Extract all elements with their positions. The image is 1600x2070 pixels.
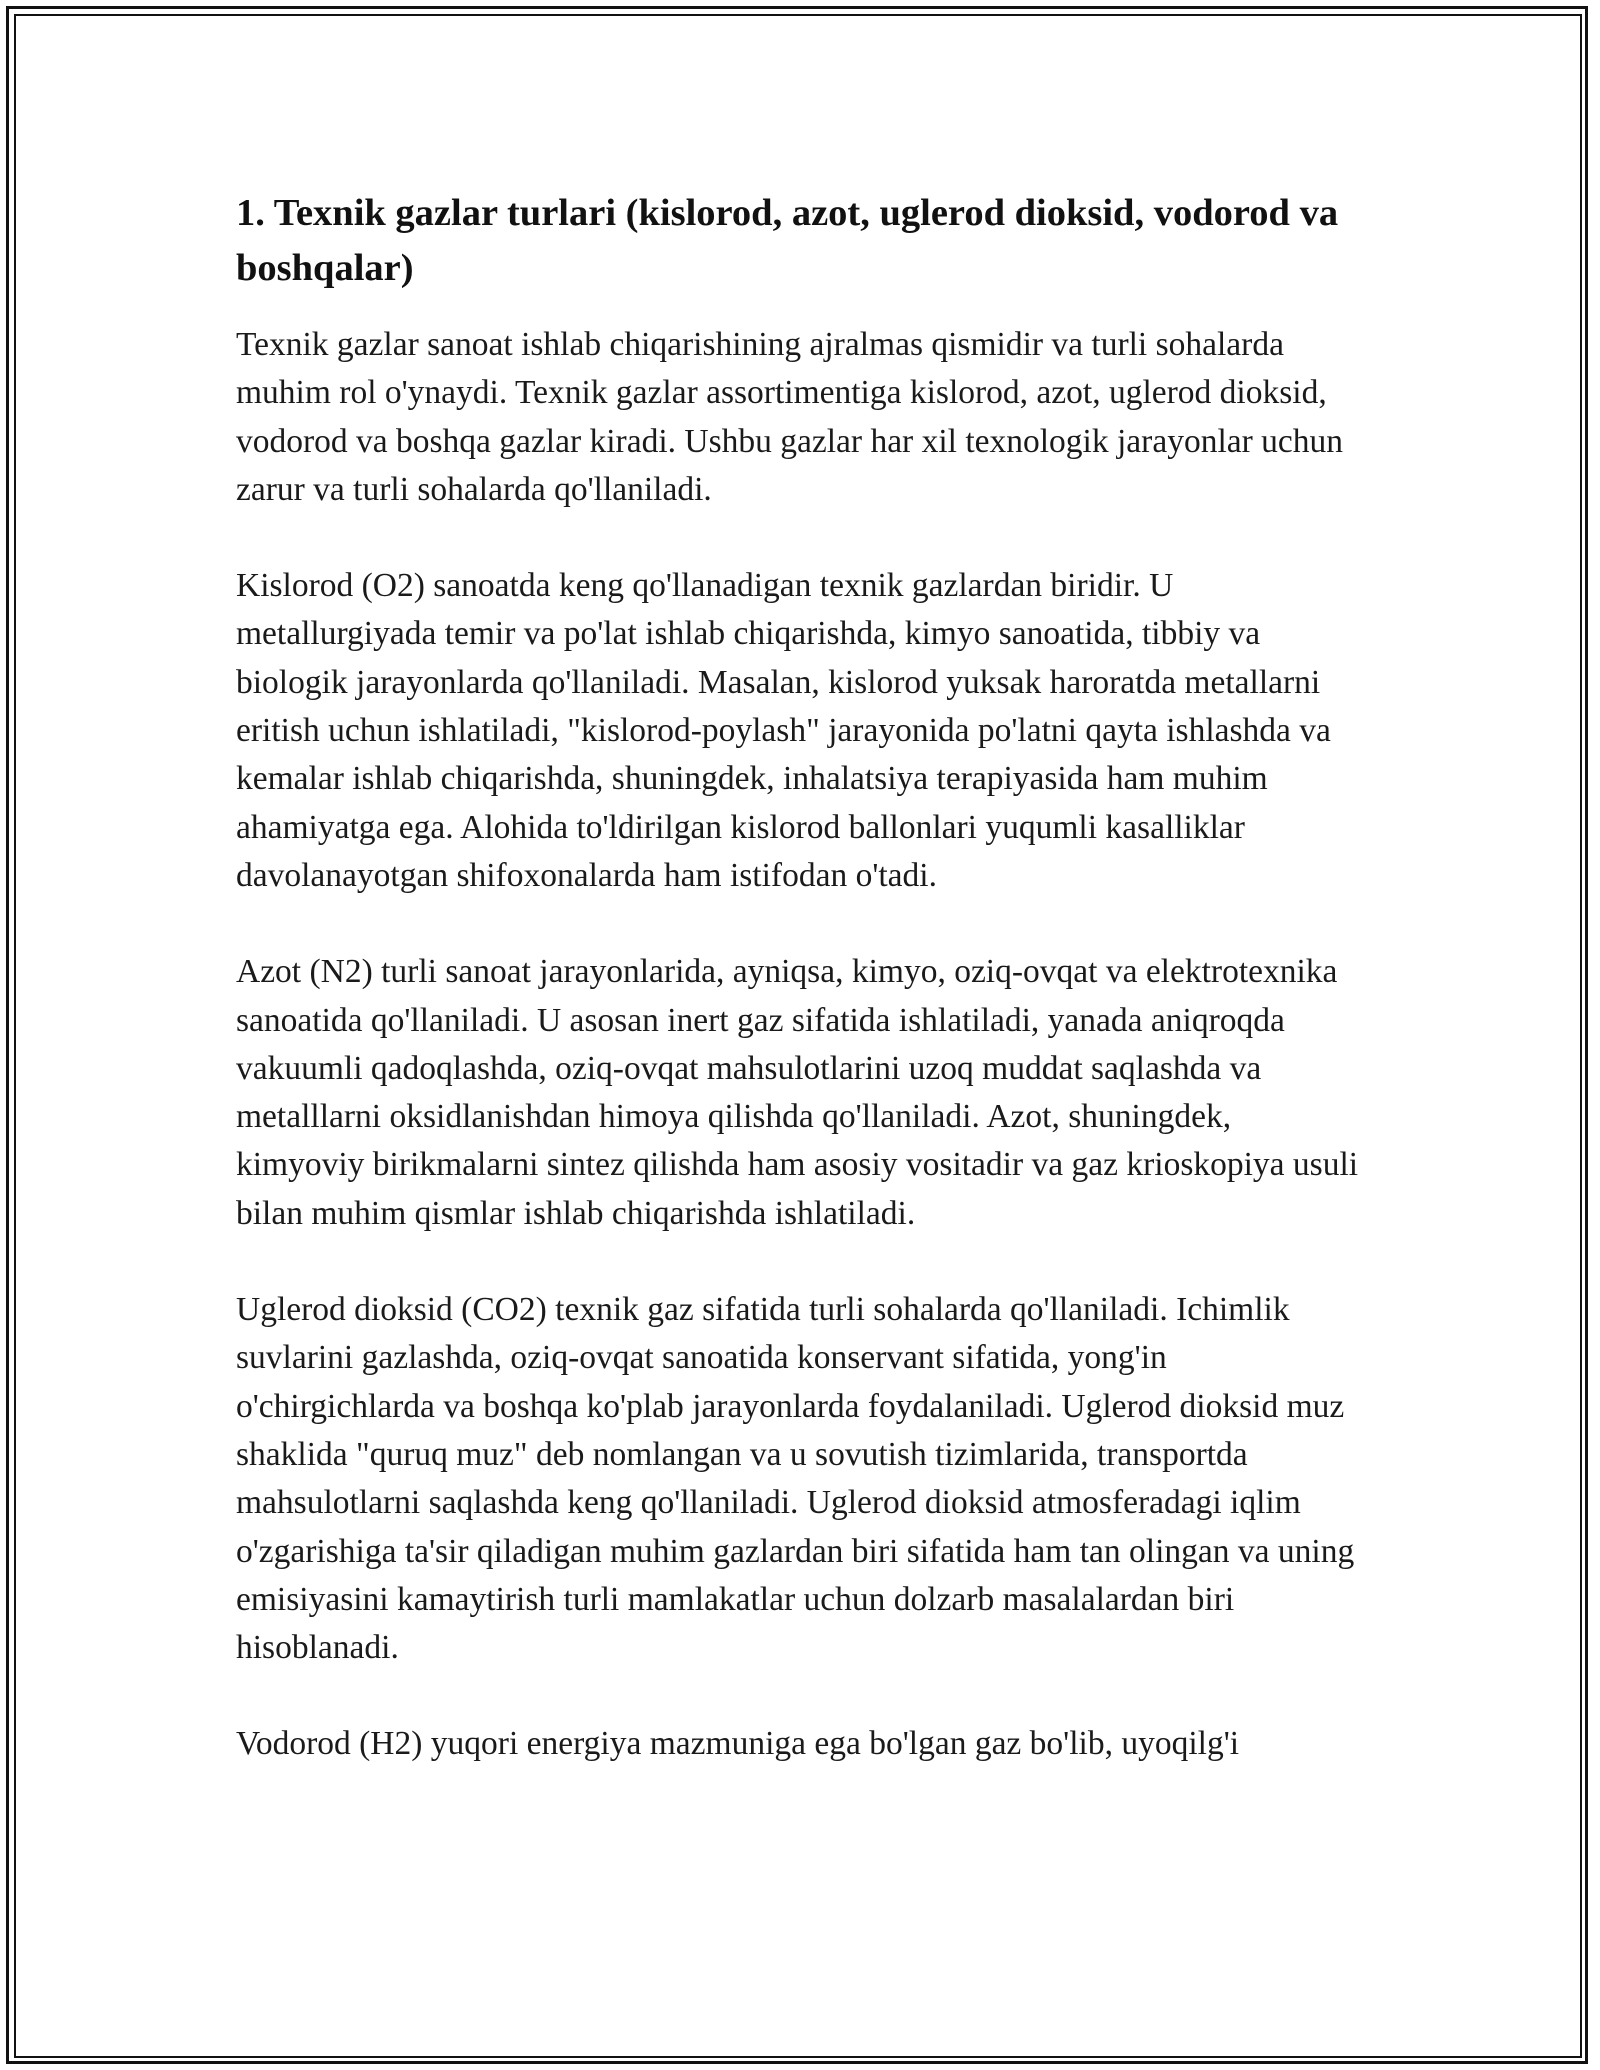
document-page: [236, 186, 1366, 1817]
paragraph-hydrogen: Vodorod (H2) yuqori energiya mazmuniga ega bo'lgan gaz bo'lib, uyoqilg'i: [236, 1725, 1240, 1763]
paragraph-carbon-dioxide: Uglerod dioksid (CO2) texnik gaz sifatida turli sohalarda qo'llaniladi. Ichimlik suvlarini gazlashda, oziq-ovqat sanoatida konservant sifatida, yong'in o'chirgichlarda va boshqa ko'plab jarayonlarda foydalaniladi. Uglerod dioksid muz shaklida "quruq muz" deb nomlangan va u sovutish tizimlarida, transportda mahsulotlarni saqlashda keng qo'llaniladi. Uglerod dioksid atmosferadagi iqlim o'zgarishiga ta'sir qiladigan muhim gazlardan biri sifatida ham tan olingan va uning emisiyasini kamaytirish turli mamlakatlar uchun dolzarb masalalardan biri hisoblanadi.: [236, 1291, 1355, 1667]
paragraph-nitrogen: Azot (N2) turli sanoat jarayonlarida, ayniqsa, kimyo, oziq-ovqat va elektrotexnika sanoatida qo'llaniladi. U asosan inert gaz sifatida ishlatiladi, yanada aniqroqda vakuumli qadoqlashda, oziq-ovqat mahsulotlarini uzoq muddat saqlashda va metalllarni oksidlanishdan himoya qilishda qo'llaniladi. Azot, shuningdek, kimyoviy birikmalarni sintez qilishda ham asosiy vositadir va gaz krioskopiya usuli bilan muhim qismlar ishlab chiqarishda ishlatiladi.: [236, 953, 1359, 1232]
paragraph-intro: Texnik gazlar sanoat ishlab chiqarishining ajralmas qismidir va turli sohalarda muhim rol o'ynaydi. Texnik gazlar assortimentiga kislorod, azot, uglerod dioksid, vodorod va boshqa gazlar kiradi. Ushbu gazlar har xil texnologik jarayonlar uchun zarur va turli sohalarda qo'llaniladi.: [236, 326, 1344, 508]
paragraph-oxygen: Kislorod (O2) sanoatda keng qo'llanadigan texnik gazlardan biridir. U metallurgiyada temir va po'lat ishlab chiqarishda, kimyo sanoatida, tibbiy va biologik jarayonlarda qo'llaniladi. Masalan, kislorod yuksak haroratda metallarni eritish uchun ishlatiladi, "kislorod-poylash" jarayonida po'latni qayta ishlashda va kemalar ishlab chiqarishda, shuningdek, inhalatsiya terapiyasida ham muhim ahamiyatga ega. Alohida to'ldirilgan kislorod ballonlari yuqumli kasalliklar davolanayotgan shifoxonalarda ham istifodan o'tadi.: [236, 567, 1331, 894]
section-heading: 1. Texnik gazlar turlari (kislorod, azot, uglerod dioksid, vodorod va boshqalar): [236, 192, 1339, 289]
